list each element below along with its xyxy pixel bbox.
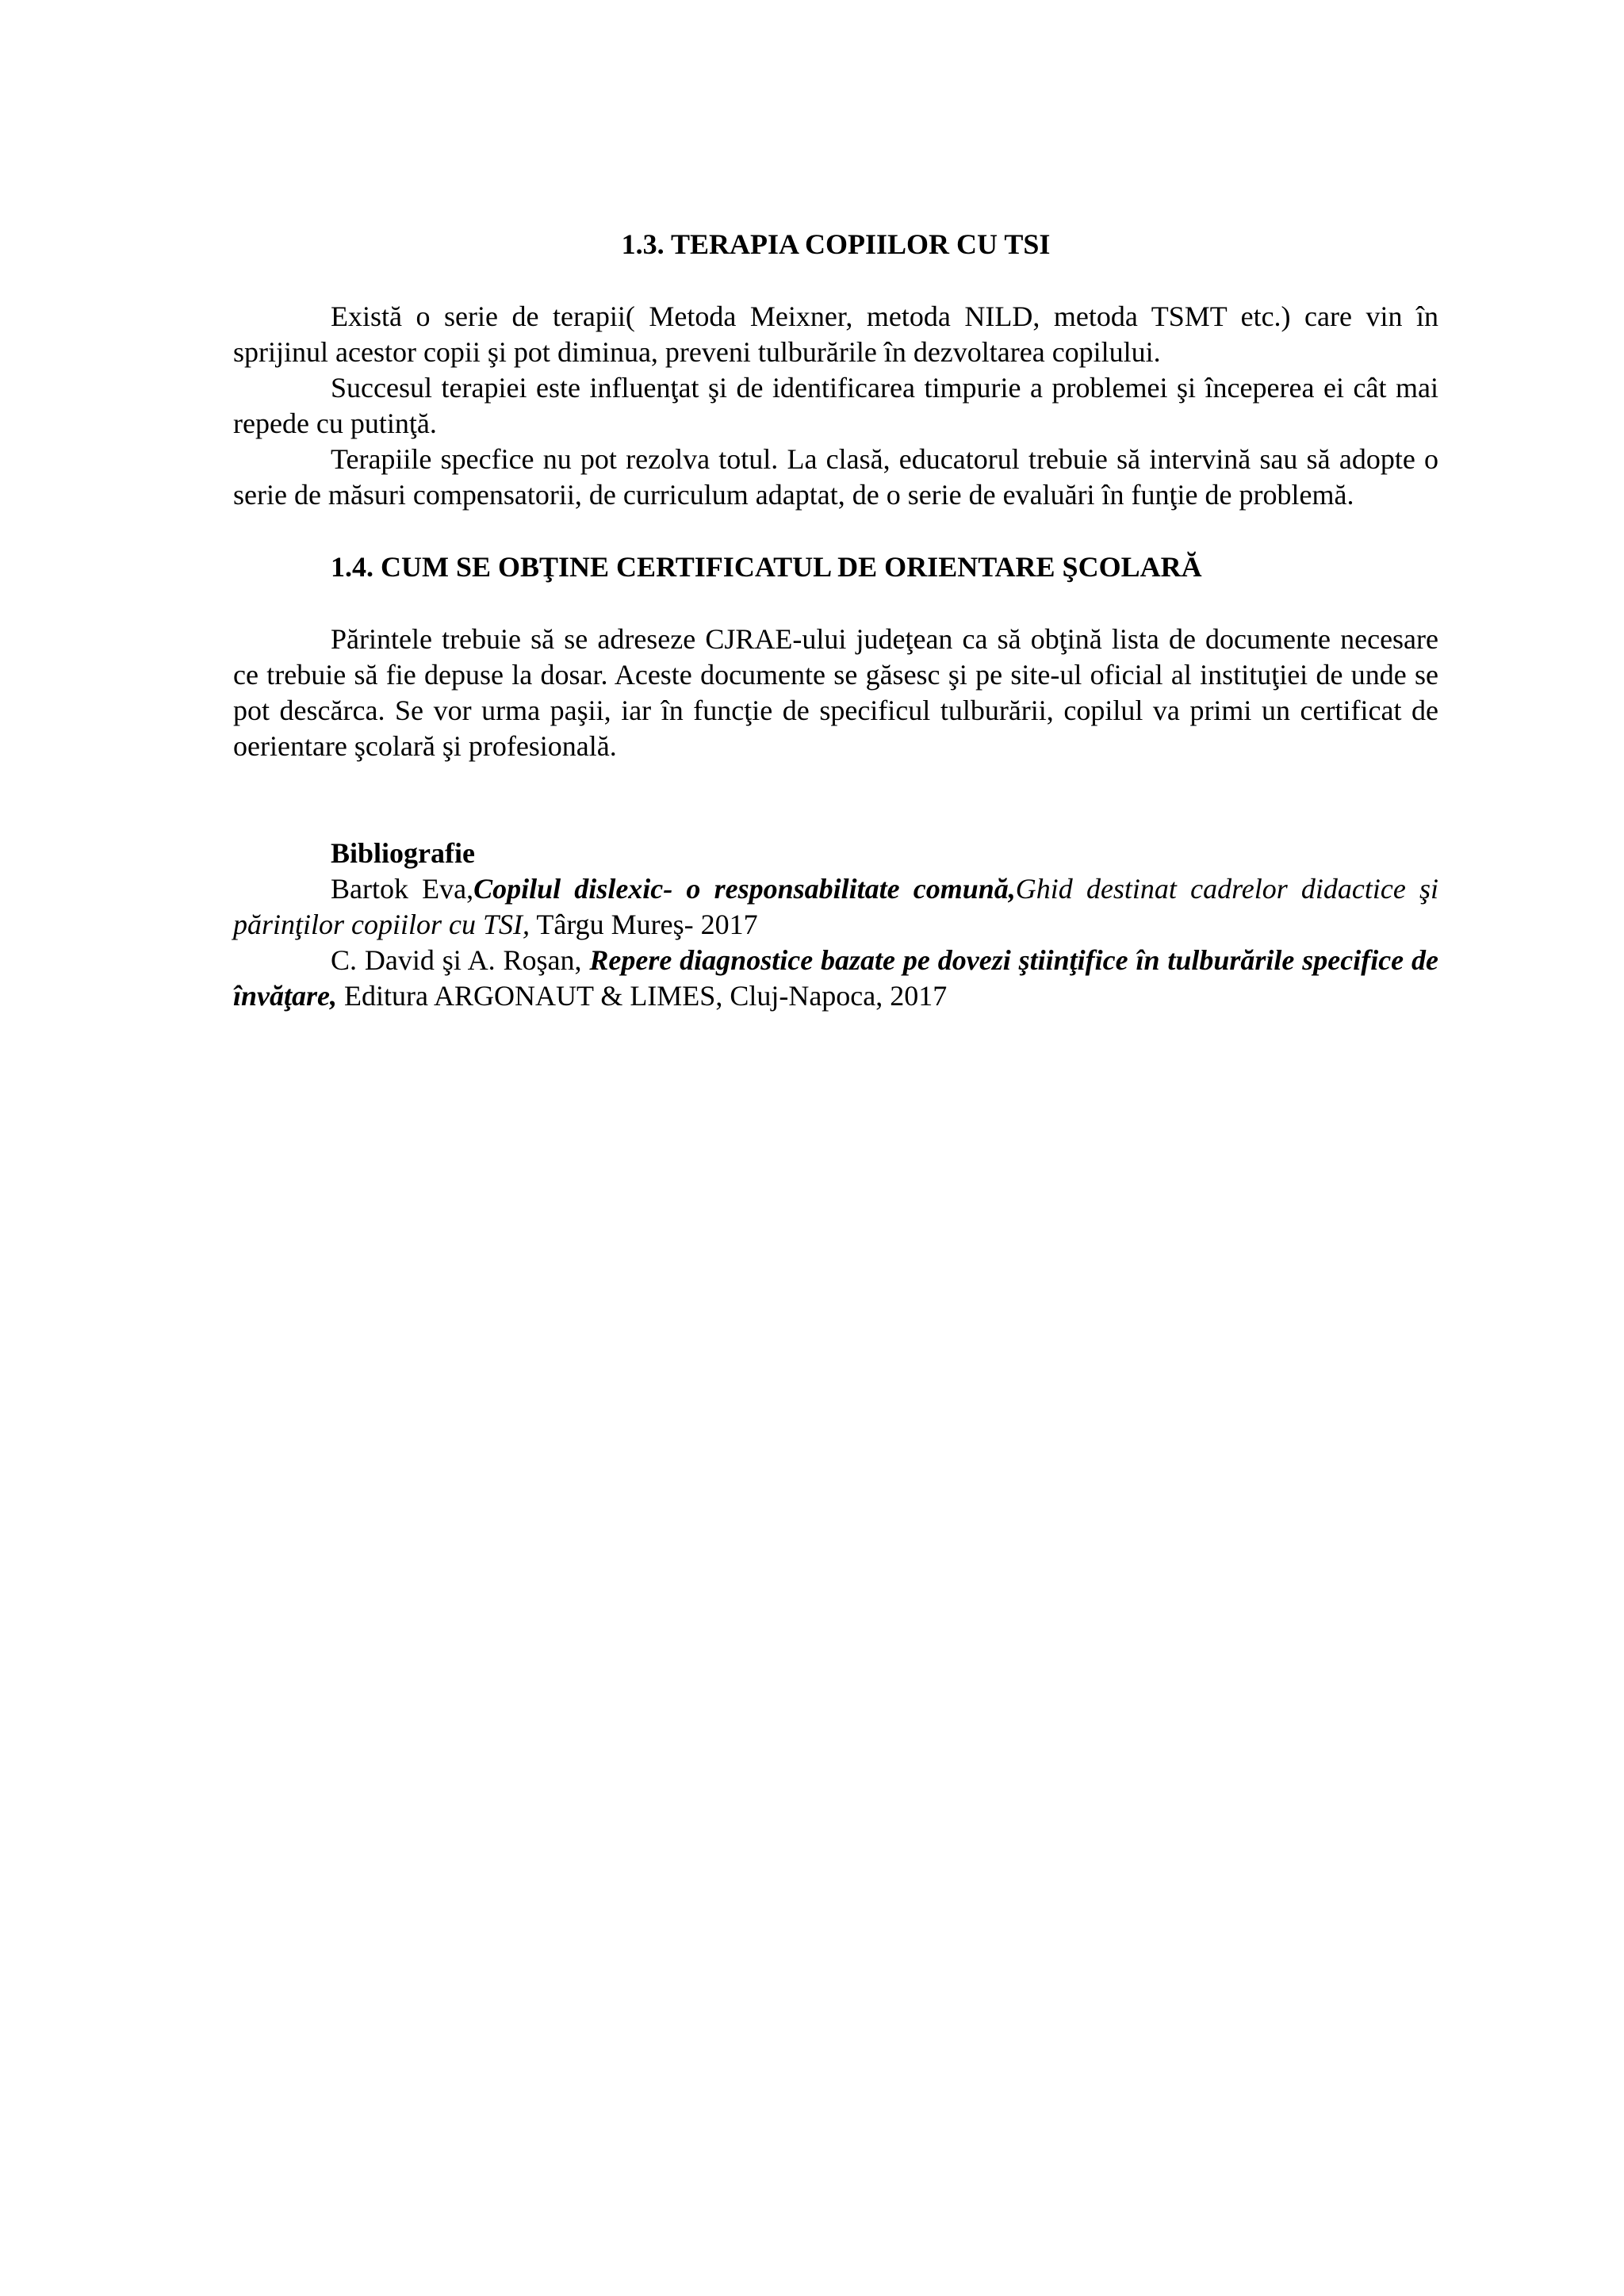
bibliography-entry [233, 943, 1438, 1014]
section-1-3-title: 1.3. TERAPIA COPIILOR CU TSI [621, 228, 1051, 260]
bib-author: C. David şi A. Roşan, [331, 944, 590, 976]
bib-subtitle: Ghid destinat cadrelor didactice şi părinţilor copiilor cu TSI, [233, 873, 1438, 940]
bib-author: Bartok Eva, [331, 873, 474, 905]
section-1-3-paragraph-2: Succesul terapiei este influenţat şi de identificarea timpurie a problemei şi începerea ei cât mai repede cu putinţă. [233, 372, 1438, 439]
bib-publication: Editura ARGONAUT & LIMES, Cluj-Napoca, 2017 [337, 980, 948, 1012]
bibliography-entry [233, 871, 1438, 943]
bib-title: Repere diagnostice bazate pe dovezi ştiinţifice în tulburările specifice de învăţare, [233, 944, 1439, 1012]
section-1-3-paragraph-1: Există o serie de terapii( Metoda Meixner, metoda NILD, metoda TSMT etc.) care vin în sprijinul acestor copii şi pot diminua, preveni tulburările în dezvoltarea copilului. [233, 300, 1438, 368]
bib-publication: Târgu Mureş- 2017 [530, 909, 758, 940]
section-1-3-paragraph-3: Terapiile specfice nu pot rezolva totul. La clasă, educatorul trebuie să intervină sau să adopte o serie de măsuri compensatorii, de curriculum adaptat, de o serie de evaluări în funţie de problemă. [233, 443, 1438, 511]
page-content [233, 227, 1438, 1014]
bib-title: Copilul dislexic- o responsabilitate comună, [473, 873, 1016, 905]
section-1-4-title: 1.4. CUM SE OBŢINE CERTIFICATUL DE ORIENTARE ŞCOLARĂ [331, 551, 1202, 583]
bibliography-title: Bibliografie [331, 837, 475, 869]
section-1-4-paragraph-1: Părintele trebuie să se adreseze CJRAE-ului judeţean ca să obţină lista de documente necesare ce trebuie să fie depuse la dosar. Aceste documente se găsesc şi pe site-ul oficial al instituţiei de unde se pot descărca. Se vor urma paşii, iar în funcţie de specificul tulburării, copilul va primi un certificat de oerientare şcolară şi profesională. [233, 623, 1438, 762]
